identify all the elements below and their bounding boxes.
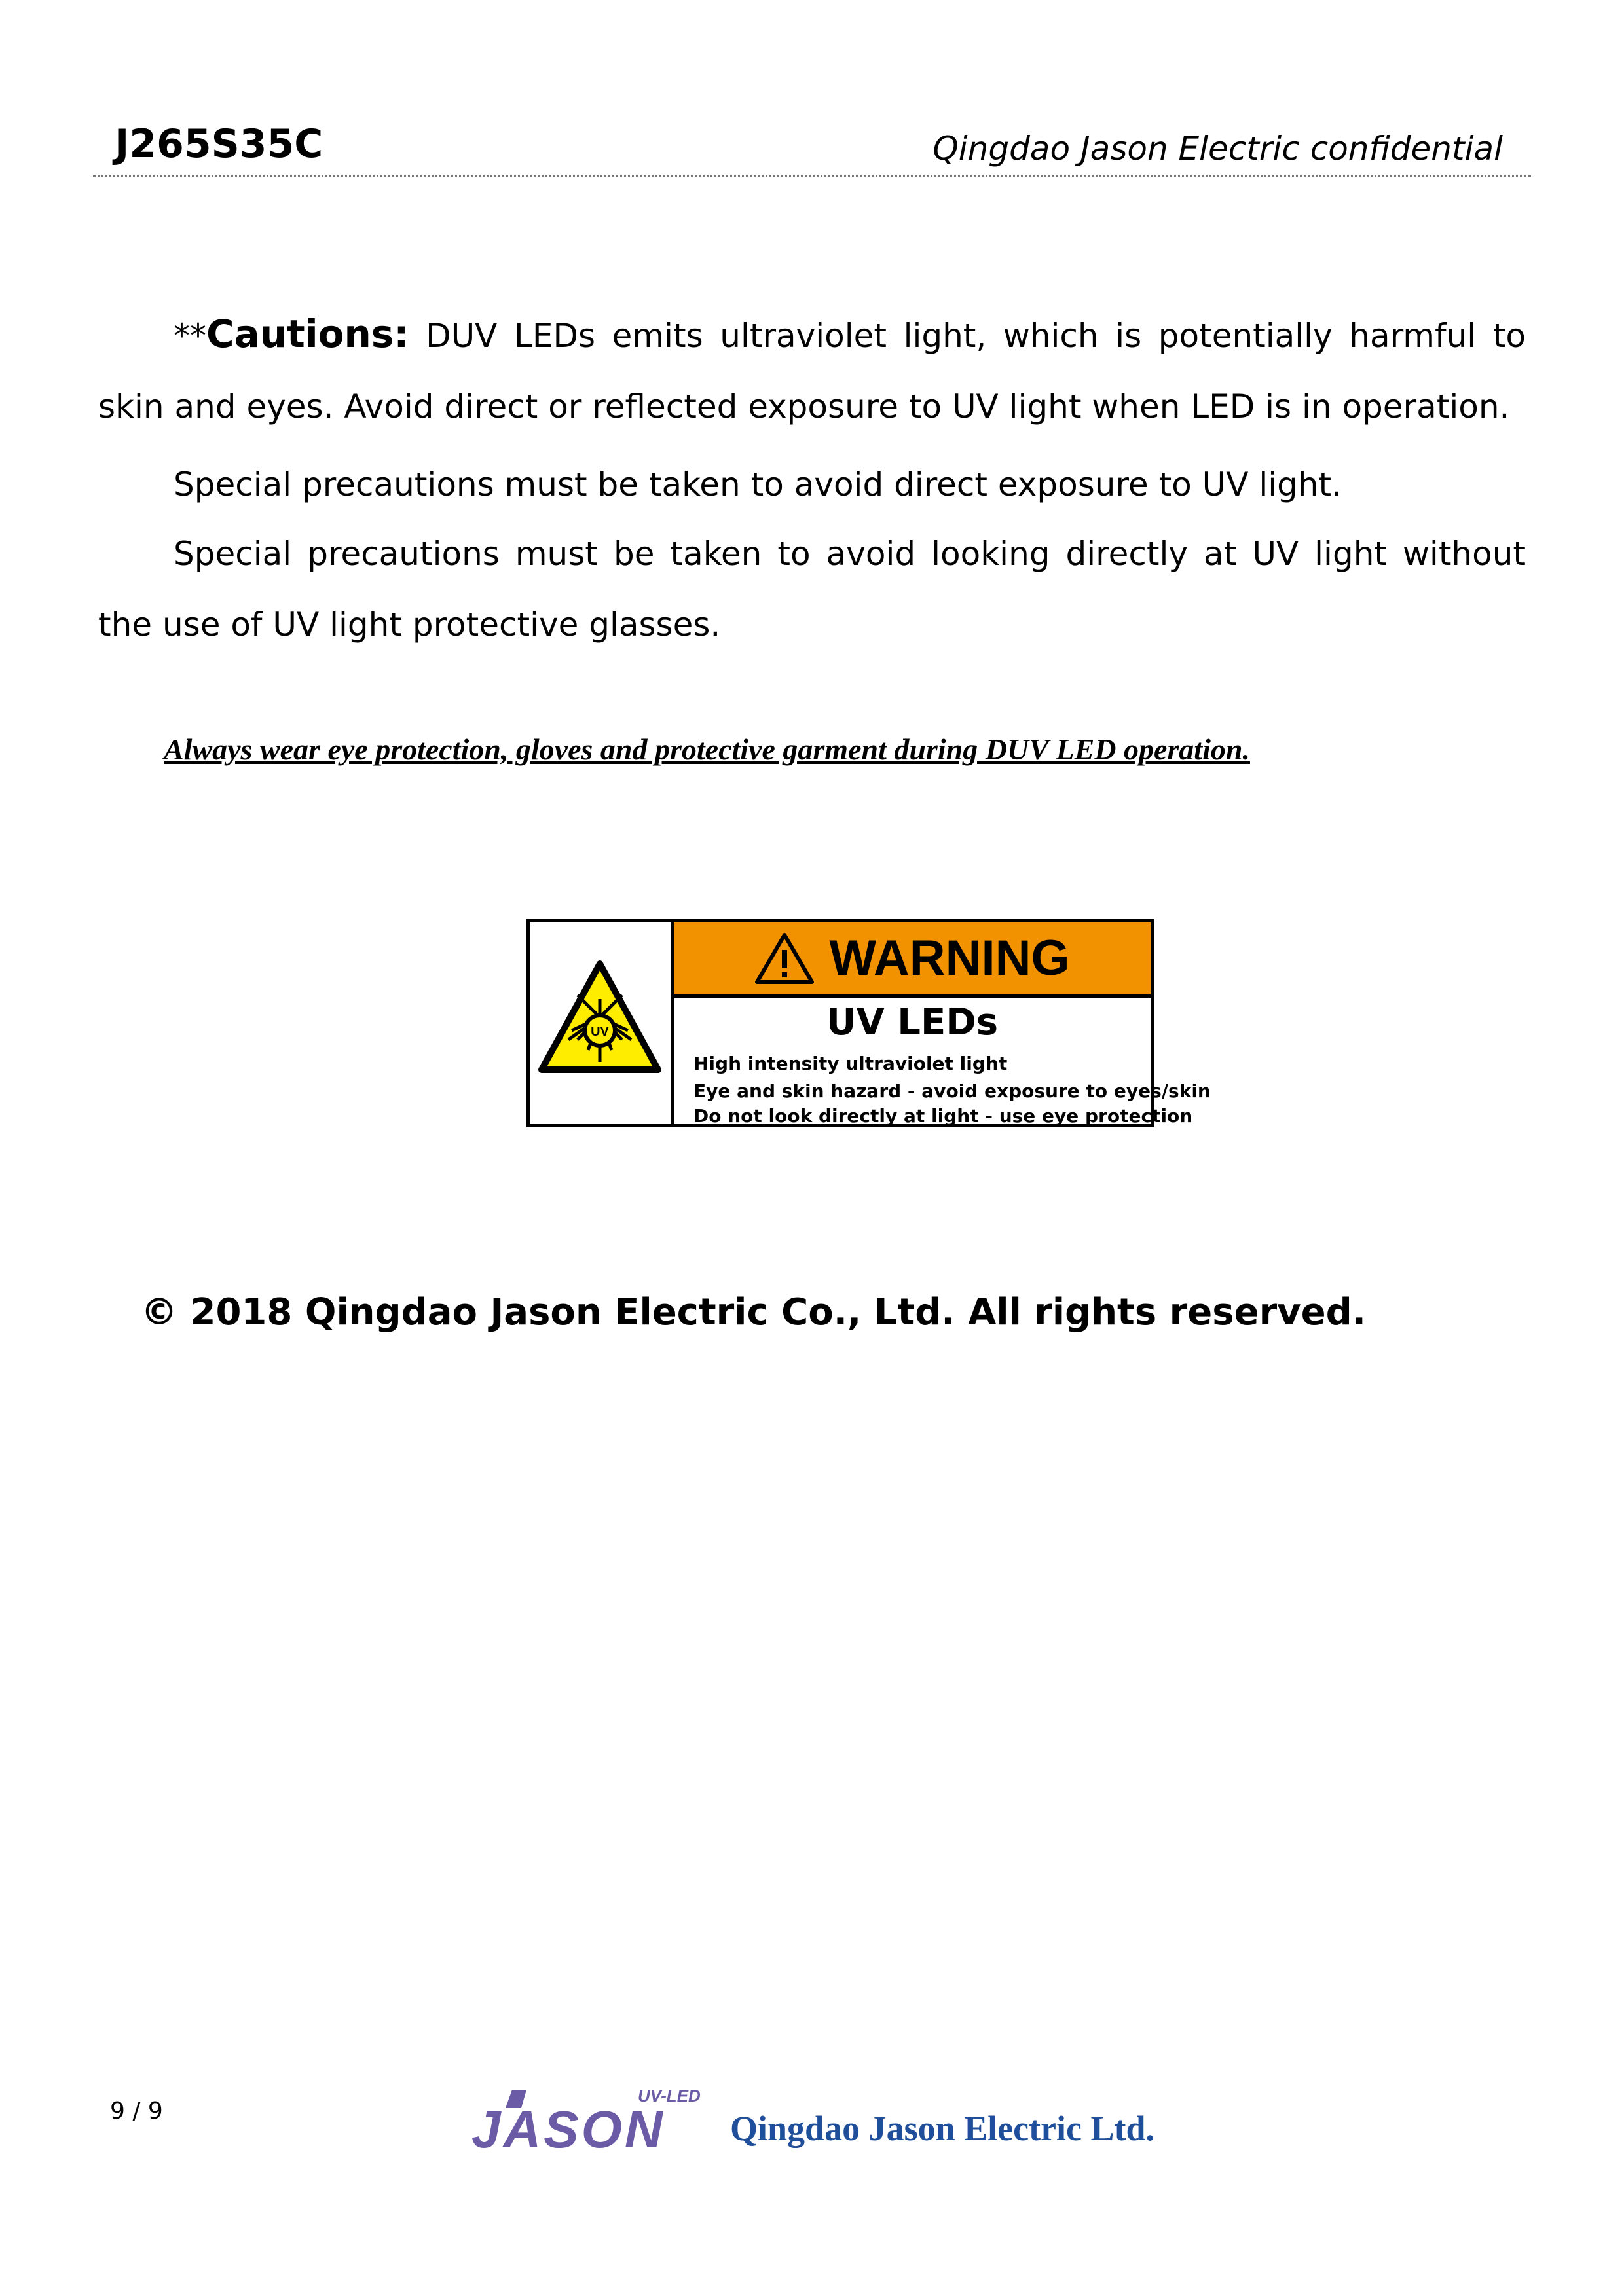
logo-word: JASON	[471, 2100, 665, 2154]
warning-triangle-icon	[754, 932, 815, 985]
jason-logo	[466, 2082, 728, 2157]
caution-paragraph	[98, 299, 1526, 442]
caution-text: DUV LEDs emits ultraviolet light, which is potentially harmful to skin and eyes. Avoid direct or reflected exposure to UV light when LED is in operation.	[98, 317, 1526, 426]
precaution-paragraph-2: Special precautions must be taken to avoid looking directly at UV light without the use of UV light protective glasses.	[98, 535, 1526, 644]
caution-label: Cautions:	[206, 312, 409, 356]
document-code: J265S35C	[115, 121, 323, 167]
protection-notice: Always wear eye protection, gloves and protective garment during DUV LED operation.	[164, 733, 1250, 766]
logo-tag: UV-LED	[638, 2086, 701, 2105]
warning-line-2: Eye and skin hazard - avoid exposure to eyes/skin	[693, 1080, 1211, 1102]
page-number: 9 / 9	[110, 2098, 163, 2124]
jason-logo-icon	[466, 2082, 728, 2154]
uv-symbol-text: UV	[591, 1025, 609, 1039]
warning-line-3: Do not look directly at light - use eye protection	[693, 1105, 1193, 1127]
uv-hazard-icon	[538, 958, 662, 1076]
warning-label	[526, 919, 1211, 1127]
header-divider	[93, 175, 1531, 177]
copyright-notice: © 2018 Qingdao Jason Electric Co., Ltd. All rights reserved.	[141, 1291, 1367, 1334]
warning-subtitle: UV LEDs	[826, 1001, 999, 1044]
precaution-paragraph-1: Special precautions must be taken to avoid direct exposure to UV light.	[174, 465, 1342, 503]
warning-banner	[674, 922, 1151, 998]
warning-title: WARNING	[829, 930, 1070, 986]
caution-prefix: **	[174, 317, 206, 355]
confidential-note: Qingdao Jason Electric confidential	[932, 130, 1503, 168]
warning-line-1: High intensity ultraviolet light	[693, 1053, 1008, 1074]
footer-company-name: Qingdao Jason Electric Ltd.	[730, 2109, 1155, 2148]
uv-symbol-panel	[530, 922, 674, 1124]
